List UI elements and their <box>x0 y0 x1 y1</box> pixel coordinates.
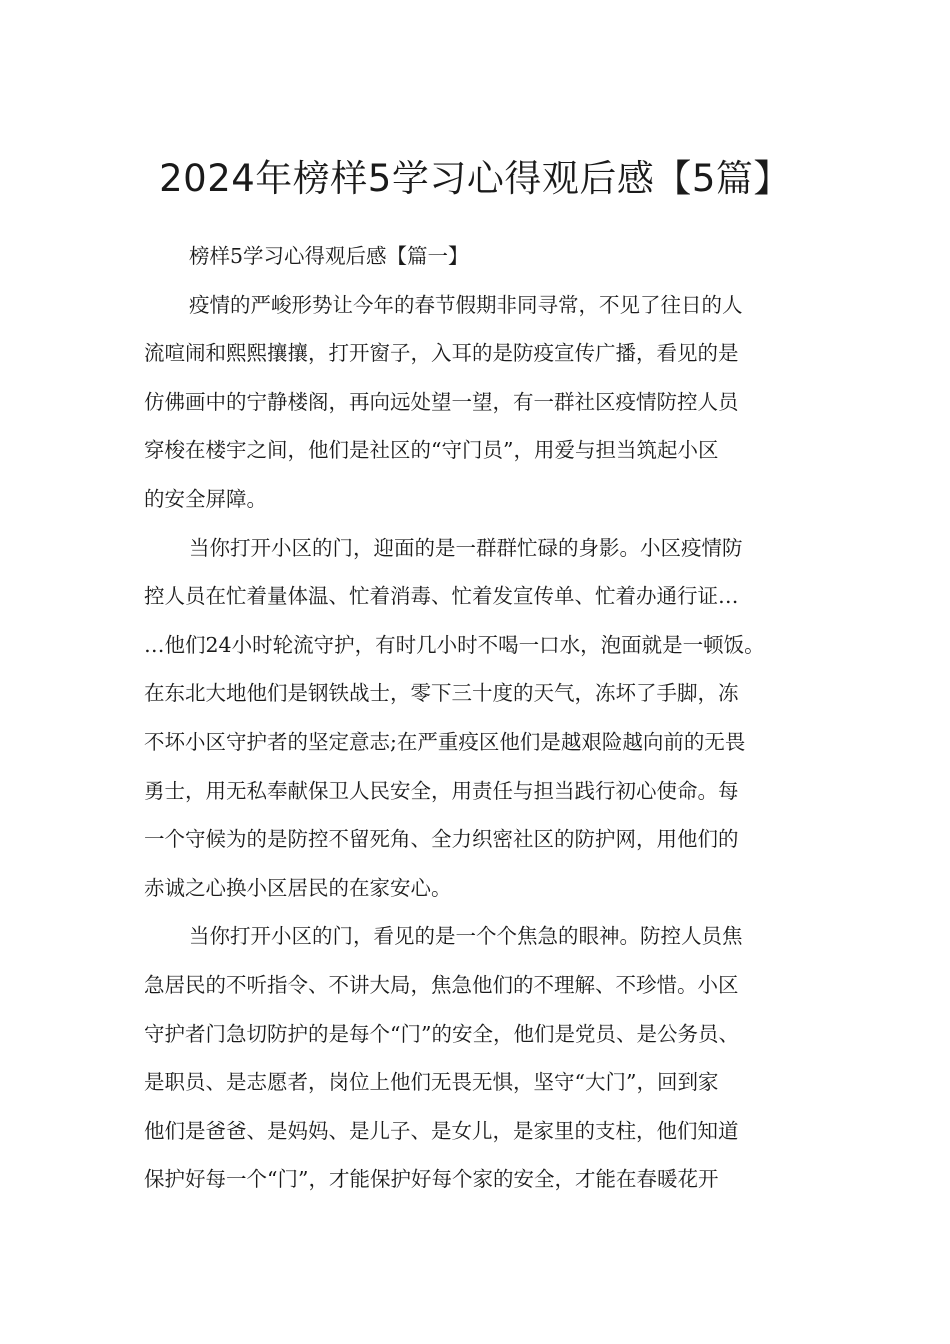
paragraph-3 <box>144 912 834 1204</box>
document-title: 2024年榜样5学习心得观后感【5篇】 <box>159 156 791 200</box>
section-heading: 榜样5学习心得观后感【篇一】 <box>189 244 469 268</box>
paragraph-line: 一个守候为的是防控不留死角、全力织密社区的防护网，用他们的 <box>144 827 739 852</box>
paragraph-line: 流喧闹和熙熙攘攘，打开窗子，入耳的是防疫宣传广播，看见的是 <box>144 341 739 366</box>
paragraph-line: 保护好每一个“门”，才能保护好每个家的安全，才能在春暖花开 <box>144 1167 719 1192</box>
paragraph-2 <box>144 524 834 913</box>
paragraph-line: 仿佛画中的宁静楼阁，再向远处望一望，有一群社区疫情防控人员 <box>144 389 739 414</box>
paragraph-line: 他们是爸爸、是妈妈、是儿子、是女儿，是家里的支柱，他们知道 <box>144 1118 739 1143</box>
paragraph-line: 勇士，用无私奉献保卫人民安全，用责任与担当践行初心使命。每 <box>144 778 739 803</box>
paragraph-line: 在东北大地他们是钢铁战士，零下三十度的天气，冻坏了手脚，冻 <box>144 681 739 706</box>
paragraph-1 <box>144 281 834 524</box>
paragraph-line: 不坏小区守护者的坚定意志;在严重疫区他们是越艰险越向前的无畏 <box>144 729 746 754</box>
paragraph-line: 的安全屏障。 <box>144 486 267 511</box>
paragraph-line: 赤诚之心换小区居民的在家安心。 <box>144 875 452 900</box>
paragraph-line: 是职员、是志愿者，岗位上他们无畏无惧，坚守“大门”，回到家 <box>144 1070 719 1095</box>
paragraph-line: 急居民的不听指令、不讲大局，焦急他们的不理解、不珍惜。小区 <box>144 972 739 997</box>
paragraph-line: 守护者门急切防护的是每个“门”的安全，他们是党员、是公务员、 <box>144 1021 739 1046</box>
document-body <box>144 232 834 1204</box>
paragraph-line: …他们24小时轮流守护，有时几小时不喝一口水，泡面就是一顿饭。 <box>144 632 765 657</box>
paragraph-line: 疫情的严峻形势让今年的春节假期非同寻常，不见了往日的人 <box>189 292 743 317</box>
paragraph-line: 控人员在忙着量体温、忙着消毒、忙着发宣传单、忙着办通行证… <box>144 584 739 609</box>
paragraph-line: 穿梭在楼宇之间，他们是社区的“守门员”，用爱与担当筑起小区 <box>144 438 719 463</box>
paragraph-line: 当你打开小区的门，看见的是一个个焦急的眼神。防控人员焦 <box>189 924 743 949</box>
paragraph-line: 当你打开小区的门，迎面的是一群群忙碌的身影。小区疫情防 <box>189 535 743 560</box>
